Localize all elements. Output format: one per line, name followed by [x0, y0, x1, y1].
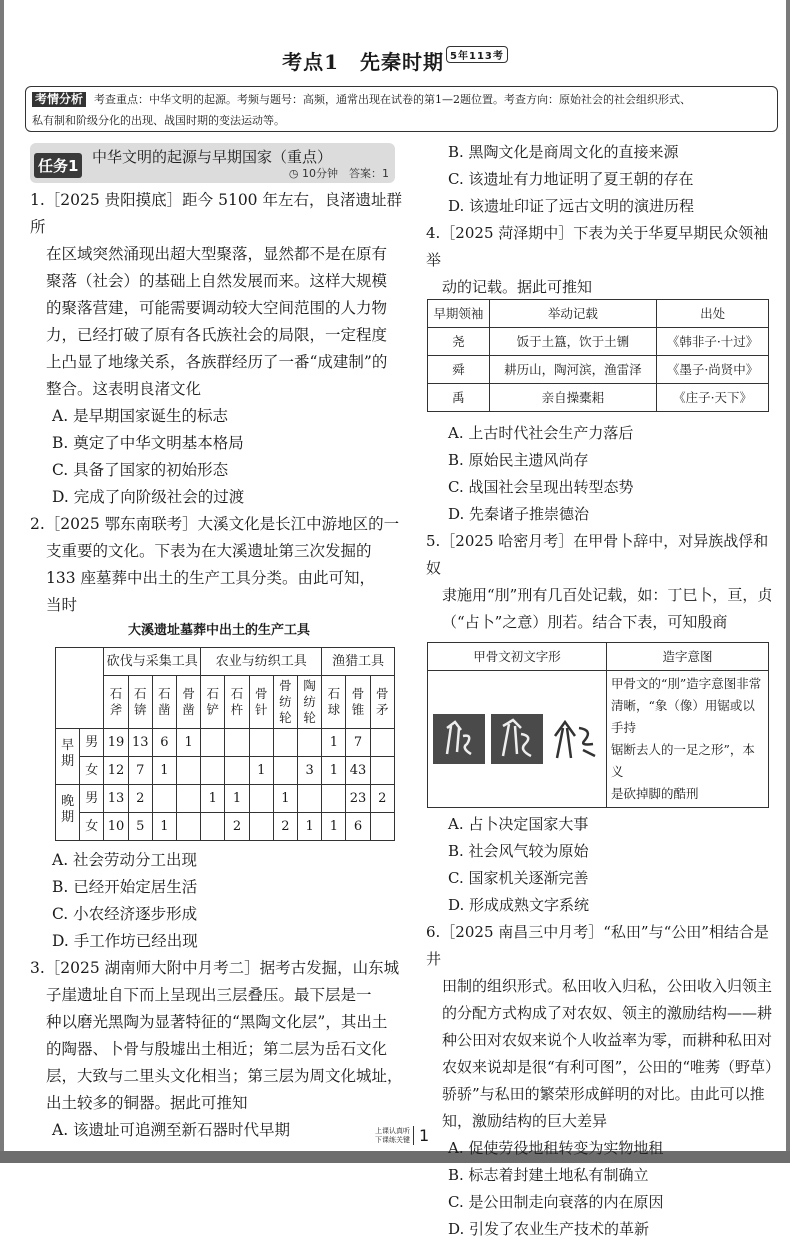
table-cell: 2 — [128, 785, 152, 813]
table-cell: 2 — [273, 813, 297, 841]
page-border-right — [786, 0, 790, 1163]
question-4-options — [426, 420, 780, 528]
tool-name-cell — [273, 676, 297, 729]
question-stem-line: 田制的组织形式。私田收入归私，公田收入归领主 — [442, 977, 773, 995]
analysis-text-line: 私有制和阶级分化的出现、战国时期的变法运动等。 — [32, 114, 285, 127]
exam-analysis-box — [25, 86, 778, 132]
tools-table — [55, 647, 395, 841]
question-3-options-continued — [426, 139, 780, 220]
tool-name-header: 石杵 — [230, 686, 244, 717]
table-cell — [273, 757, 297, 785]
tool-name-cell — [128, 676, 152, 729]
tool-group-header: 砍伐与采集工具 — [104, 648, 201, 676]
tool-name-cell — [346, 676, 370, 729]
tool-name-cell — [225, 676, 249, 729]
table-cell: 12 — [104, 757, 128, 785]
tool-name-cell — [322, 676, 346, 729]
table-cell: 43 — [346, 757, 370, 785]
question-stem-first-line: 2.［2025 鄂东南联考］大溪文化是长江中游地区的一 — [30, 515, 400, 533]
answer-option[interactable]: A. 促使劳役地租转变为实物地租 — [448, 1139, 664, 1157]
tools-table-title: 大溪遗址墓葬中出土的生产工具 — [127, 623, 310, 638]
table-cell: 2 — [370, 785, 394, 813]
answer-option[interactable]: C. 小农经济逐步形成 — [52, 905, 198, 923]
table-cell: 亲自操橐耜 — [489, 384, 656, 412]
table-cell: 1 — [322, 729, 346, 757]
tool-name-cell — [104, 676, 128, 729]
analysis-label: 考情分析 — [32, 92, 86, 107]
tool-name-header: 石铲 — [206, 686, 220, 717]
table-cell — [201, 729, 225, 757]
table-row — [56, 729, 395, 757]
table-cell: 3 — [298, 757, 322, 785]
table-cell: 5 — [128, 813, 152, 841]
meaning-line: 锯断去人的一足之形”，本义 — [611, 742, 755, 779]
answer-option[interactable]: B. 已经开始定居生活 — [52, 878, 198, 896]
table-cell — [201, 757, 225, 785]
table-cell — [322, 785, 346, 813]
question-stem-first-line: 1.［2025 贵阳摸底］距今 5100 年左右，良渚遗址群所 — [30, 191, 402, 236]
question-stem-line: 的陶器、卜骨与殷墟出土相近；第二层为岳石文化 — [46, 1040, 388, 1058]
table-row — [56, 813, 395, 841]
question-6 — [426, 919, 780, 1243]
table-cell — [298, 785, 322, 813]
tool-name-header: 骨纺轮 — [279, 678, 292, 725]
question-stem-line: 的分配方式构成了对农奴、领主的激励结构——耕 — [442, 1004, 773, 1022]
answer-option[interactable]: D. 先秦诸子推崇德治 — [448, 505, 590, 523]
table-cell: 耕历山，陶河滨，渔雷泽 — [489, 356, 656, 384]
question-stem-line: 133 座墓葬中出土的生产工具分类。由此可知， — [46, 569, 376, 587]
answer-option[interactable]: C. 国家机关逐渐完善 — [448, 869, 589, 887]
question-stem-line: （“占卜”之意）刖若。结合下表，可知殷商 — [442, 613, 728, 631]
tool-name-header: 石锛 — [133, 686, 147, 717]
question-stem-line: 力，已经打破了原有各氏族社会的局限，一定程度 — [46, 326, 388, 344]
table-cell: 23 — [346, 785, 370, 813]
question-5-options — [426, 811, 780, 919]
table-cell — [298, 729, 322, 757]
section-title — [0, 46, 790, 75]
table-header: 举动记载 — [489, 300, 656, 328]
section-title-text: 考点1 先秦时期 — [282, 50, 445, 74]
answer-option[interactable]: D. 完成了向阶级社会的过渡 — [52, 488, 245, 506]
task-time: 10分钟 — [302, 167, 338, 180]
period-cell — [56, 729, 80, 785]
question-stem-line: 种公田对农奴来说个人收益率为零，而耕种私田对 — [442, 1031, 773, 1049]
table-cell: 1 — [225, 785, 249, 813]
question-stem-line: 层，大致与二里头文化相当；第三层为周文化城址， — [46, 1067, 403, 1085]
table-cell — [370, 729, 394, 757]
period-label: 晚期 — [61, 794, 75, 825]
table-corner-cell — [56, 648, 104, 729]
question-stem-line: 隶施用“刖”刑有几百处记载，如：丁巳卜，亘，贞 — [442, 586, 773, 604]
answer-option[interactable]: B. 原始民主遗风尚存 — [448, 451, 589, 469]
answer-option[interactable]: D. 手工作坊已经出现 — [52, 932, 198, 950]
tool-name-cell — [201, 676, 225, 729]
tool-name-header: 石斧 — [109, 686, 123, 717]
answer-option[interactable]: C. 战国社会呈现出转型态势 — [448, 478, 634, 496]
oracle-rubbing-2-icon — [491, 714, 543, 764]
question-5 — [426, 528, 780, 636]
question-stem-first-line: 5.［2025 哈密月考］在甲骨卜辞中，对异族战俘和奴 — [426, 532, 769, 577]
table-cell — [249, 785, 273, 813]
table-cell — [177, 785, 201, 813]
slogan-line: 上课认真听 — [375, 1126, 410, 1135]
table-header: 出处 — [657, 300, 769, 328]
answer-option[interactable]: B. 奠定了中华文明基本格局 — [52, 434, 244, 452]
table-cell: 19 — [104, 729, 128, 757]
tool-name-cell — [249, 676, 273, 729]
question-stem-line: 子崖遗址自下而上呈现出三层叠压。最下层是一 — [46, 986, 372, 1004]
tool-name-header: 石凿 — [158, 686, 171, 717]
table-row — [56, 785, 395, 813]
answer-option[interactable]: A. 该遗址可追溯至新石器时代早期 — [52, 1121, 291, 1139]
table-cell — [370, 757, 394, 785]
table-cell — [225, 729, 249, 757]
table-cell — [249, 813, 273, 841]
clock-icon: ◷ — [288, 167, 302, 180]
table-cell: 《韩非子·十过》 — [657, 328, 769, 356]
table-header-row — [428, 300, 769, 328]
table-cell: 饭于土簋，饮于土铏 — [489, 328, 656, 356]
answer-option[interactable]: B. 黑陶文化是商周文化的直接来源 — [448, 143, 679, 161]
meaning-line: 清晰，“象（像）用锯或以手持 — [611, 698, 755, 735]
tool-name-header: 石球 — [327, 686, 341, 717]
table-cell: 7 — [346, 729, 370, 757]
table-cell: 1 — [273, 785, 297, 813]
oracle-table — [427, 642, 769, 808]
analysis-text-line: 考查重点：中华文明的起源。考频与题号：高频，通常出现在试卷的第1—2题位置。考查方向：原始社会的社会组织形式、 — [94, 93, 692, 106]
sex-label: 男 — [80, 729, 104, 757]
right-column — [426, 139, 780, 1243]
question-stem-line: 整合。这表明良渚文化 — [46, 380, 202, 398]
frequency-badge: 5年113考 — [446, 46, 508, 63]
tool-name-cell — [370, 676, 394, 729]
table-cell: 《庄子·天下》 — [657, 384, 769, 412]
table-cell: 1 — [322, 757, 346, 785]
table-cell — [177, 813, 201, 841]
question-1 — [30, 187, 408, 511]
table-cell: 尧 — [428, 328, 490, 356]
table-cell — [273, 729, 297, 757]
sex-label: 男 — [80, 785, 104, 813]
task-title: 中华文明的起源与早期国家（重点） — [92, 148, 333, 166]
answer-option[interactable]: D. 形成成熟文字系统 — [448, 896, 590, 914]
table-cell: 2 — [225, 813, 249, 841]
question-stem-line: 当时 — [46, 596, 78, 614]
question-stem-line: 动的记载。据此可推知 — [442, 278, 593, 296]
slogan-line: 下课练关键 — [375, 1135, 410, 1144]
table-cell: 1 — [201, 785, 225, 813]
table-cell: 13 — [128, 729, 152, 757]
tool-name-header: 陶纺轮 — [303, 678, 316, 725]
question-stem-line: 种以磨光黑陶为显著特征的“黑陶文化层”，其出土 — [46, 1013, 388, 1031]
table-cell: 1 — [249, 757, 273, 785]
meaning-line: 是砍掉脚的酷刑 — [611, 786, 699, 801]
table-cell — [249, 729, 273, 757]
table-cell — [225, 757, 249, 785]
question-4 — [426, 220, 780, 301]
task-meta — [289, 165, 389, 181]
table-cell: 6 — [346, 813, 370, 841]
table-cell: 1 — [322, 813, 346, 841]
table-cell — [152, 785, 176, 813]
answer-option[interactable]: A. 上古时代社会生产力落后 — [448, 424, 634, 442]
table-header: 早期领袖 — [428, 300, 490, 328]
oracle-meaning-cell — [607, 671, 769, 808]
table-cell: 1 — [177, 729, 201, 757]
tool-name-header: 骨矛 — [376, 686, 389, 717]
table-cell: 舜 — [428, 356, 490, 384]
answer-option[interactable]: B. 标志着封建土地私有制确立 — [448, 1166, 649, 1184]
table-row — [428, 356, 769, 384]
tool-name-cell — [298, 676, 322, 729]
left-column — [30, 187, 408, 1144]
sex-label: 女 — [80, 757, 104, 785]
answer-option[interactable]: D. 该遗址印证了远古文明的演进历程 — [448, 197, 695, 215]
question-stem-line: 骄骄”与私田的繁荣形成鲜明的对比。由此可以推 — [442, 1085, 765, 1103]
table-cell: 1 — [152, 757, 176, 785]
tool-group-header: 渔猎工具 — [322, 648, 395, 676]
table-cell — [201, 813, 225, 841]
question-stem-line: 农奴来说却是很“有利可图”，公田的“唯莠（野草） — [442, 1058, 781, 1076]
tool-group-header: 农业与纺织工具 — [201, 648, 322, 676]
page-number: 1 — [413, 1126, 429, 1145]
oracle-rubbing-1-icon — [433, 714, 485, 764]
tool-name-header: 骨针 — [254, 686, 268, 717]
question-stem-line: 在区域突然涌现出超大型聚落，显然都不是在原有 — [46, 245, 388, 263]
oracle-glyph-drawing-icon — [549, 714, 601, 764]
table-cell: 禹 — [428, 384, 490, 412]
period-cell — [56, 785, 80, 841]
oracle-header: 造字意图 — [607, 643, 769, 671]
answer-option[interactable]: C. 该遗址有力地证明了夏王朝的存在 — [448, 170, 694, 188]
table-cell: 《墨子·尚贤中》 — [657, 356, 769, 384]
table-row — [428, 384, 769, 412]
oracle-glyphs-cell — [428, 671, 607, 808]
table-cell: 13 — [104, 785, 128, 813]
question-stem-line: 出土较多的铜器。据此可推知 — [46, 1094, 248, 1112]
question-stem-line: 上凸显了地缘关系，各族群经历了一番“成建制”的 — [46, 353, 388, 371]
table-cell — [177, 757, 201, 785]
table-cell: 7 — [128, 757, 152, 785]
leaders-table — [427, 299, 769, 412]
table-cell: 1 — [298, 813, 322, 841]
footer-slogan — [375, 1127, 410, 1145]
question-2 — [30, 511, 408, 619]
table-cell — [370, 813, 394, 841]
sex-label: 女 — [80, 813, 104, 841]
question-2-options — [30, 847, 408, 955]
table-row — [428, 328, 769, 356]
answer-option[interactable]: C. 是公田制走向衰落的内在原因 — [448, 1193, 664, 1211]
table-cell: 1 — [152, 813, 176, 841]
question-stem-first-line: 4.［2025 菏泽期中］下表为关于华夏早期民众领袖举 — [426, 224, 769, 269]
oracle-header: 甲骨文初文字形 — [428, 643, 607, 671]
task-label: 任务1 — [34, 153, 82, 178]
answer-option[interactable]: A. 是早期国家诞生的标志 — [52, 407, 229, 425]
table-row — [56, 757, 395, 785]
table-header-row — [56, 648, 395, 676]
tool-name-header: 骨凿 — [182, 686, 195, 717]
task-answer: 答案：1 — [349, 167, 389, 180]
answer-option[interactable]: D. 引发了农业生产技术的革新 — [448, 1220, 650, 1238]
question-stem-first-line: 6.［2025 南昌三中月考］“私田”与“公田”相结合是井 — [426, 923, 769, 968]
question-stem-line: 知，激励结构的巨大差异 — [442, 1112, 608, 1130]
question-stem-line: 聚落（社会）的基础上自然发展而来。这样大规模 — [46, 272, 388, 290]
meaning-line: 甲骨文的“刖”造字意图非常 — [611, 676, 762, 691]
question-stem-line: 的聚落营建，可能需要调动较大空间范围的人力物 — [46, 299, 388, 317]
answer-option[interactable]: B. 社会风气较为原始 — [448, 842, 589, 860]
answer-option[interactable]: A. 社会劳动分工出现 — [52, 851, 198, 869]
tool-name-cell — [177, 676, 201, 729]
question-3 — [30, 955, 408, 1144]
page-border-left — [0, 0, 4, 1163]
table-cell: 10 — [104, 813, 128, 841]
tool-name-cell — [152, 676, 176, 729]
tool-name-header: 骨锥 — [351, 686, 365, 717]
question-stem-line: 支重要的文化。下表为在大溪遗址第三次发掘的 — [46, 542, 372, 560]
table-cell: 6 — [152, 729, 176, 757]
answer-option[interactable]: C. 具备了国家的初始形态 — [52, 461, 229, 479]
answer-option[interactable]: A. 占卜决定国家大事 — [448, 815, 589, 833]
task-banner — [30, 143, 395, 183]
period-label: 早期 — [61, 738, 75, 769]
question-stem-first-line: 3.［2025 湖南师大附中月考二］据考古发掘，山东城 — [30, 959, 400, 977]
page-footer — [355, 1125, 429, 1145]
tool-names-row — [56, 676, 395, 729]
